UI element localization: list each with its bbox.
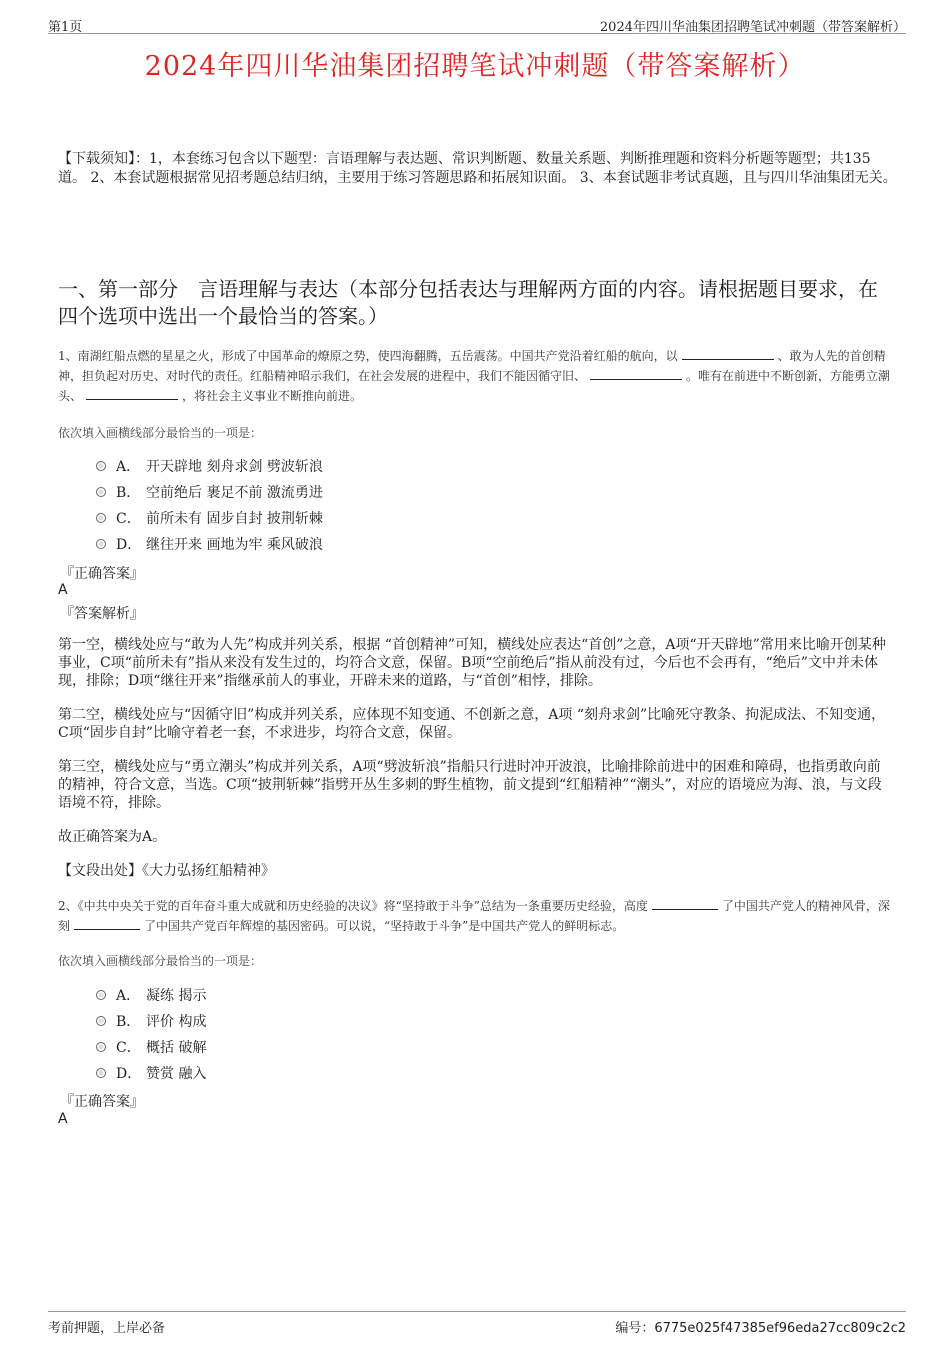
question-1-text xyxy=(58,346,898,406)
analysis-conclusion: 故正确答案为A。 xyxy=(58,829,167,845)
analysis-paragraph: 第三空，横线处应与“勇立潮头”构成并列关系，A项“劈波斩浪”指船只行进时冲开波浪，比喻排除前进中的困难和障碍，也指勇敢向前的精神，符合文意，当选。C项“披荆斩棘”指劈开丛生多刺的野生植物，前文提到“红船精神”“潮头”，对应的语境应为海、浪，与文段语境不符，排除。 xyxy=(58,759,882,811)
option-key: C． xyxy=(116,1040,141,1056)
question-1-answer: A xyxy=(58,582,68,598)
page-header xyxy=(48,14,906,34)
question-2-option-d[interactable] xyxy=(96,1063,206,1083)
option-text: 继往开来 画地为牢 乘风破浪 xyxy=(146,537,323,553)
question-1-option-b[interactable] xyxy=(96,482,323,502)
question-2-option-c[interactable] xyxy=(96,1037,206,1057)
page-footer xyxy=(48,1311,906,1337)
question-1-option-c[interactable] xyxy=(96,508,323,528)
option-text: 评价 构成 xyxy=(146,1014,207,1030)
question-2-text xyxy=(58,896,898,936)
radio-icon[interactable] xyxy=(96,1042,106,1052)
question-2-text-part: 了中国共产党人的精神风骨，深刻 xyxy=(58,899,890,933)
question-1-analysis-label: 『答案解析』 xyxy=(60,606,144,622)
question-2-answer-label: 『正确答案』 xyxy=(60,1094,144,1110)
analysis-paragraph: 第一空，横线处应与“敢为人先”构成并列关系，根据 “首创精神”可知，横线处应表达“首创”之意，A项“开天辟地”常用来比喻开创某种事业，C项“前所未有”指从来没有发生过的，均符合文意，保留。B项“空前绝后”指从前没有过，今后也不会再有，“绝后”文中并未体现，排除；D项“继往开来”指继承前人的事业，开辟未来的道路，与“首创”相悖，排除。 xyxy=(58,637,886,689)
option-key: C． xyxy=(116,511,141,527)
question-1-prompt: 依次填入画横线部分最恰当的一项是： xyxy=(58,426,263,440)
radio-icon[interactable] xyxy=(96,1016,106,1026)
fill-blank xyxy=(682,348,774,360)
radio-icon[interactable] xyxy=(96,539,106,549)
question-2-option-b[interactable] xyxy=(96,1011,206,1031)
radio-icon[interactable] xyxy=(96,487,106,497)
header-doc-title: 2024年四川华油集团招聘笔试冲刺题（带答案解析） xyxy=(599,20,906,35)
download-notice: 【下载须知】：1，本套练习包含以下题型：言语理解与表达题、常识判断题、数量关系题、判断推理题和资料分析题等题型；共135道。 2、本套试题根据常见招考题总结归纳，主要用于练习答题思路和拓展知识面。 3、本套试题非考试真题，且与四川华油集团无关。 xyxy=(58,151,897,186)
question-2-answer: A xyxy=(58,1111,68,1127)
option-key: D． xyxy=(116,1066,142,1082)
option-key: D． xyxy=(116,537,142,553)
question-1-text-part: 、敢为人先的首创精神，担负起对历史、对时代的责任。红船精神昭示我们，在社会发展的进程中，我们不能因循守旧、 xyxy=(58,349,886,383)
question-2-prompt: 依次填入画横线部分最恰当的一项是： xyxy=(58,954,263,968)
section-title: 一、第一部分 言语理解与表达（本部分包括表达与理解两方面的内容。请根据题目要求，在四个选项中选出一个最恰当的答案。） xyxy=(58,277,878,328)
question-1-option-a[interactable] xyxy=(96,456,323,476)
footer-slogan: 考前押题，上岸必备 xyxy=(48,1321,166,1336)
question-1-text-part: 。唯有在前进中不断创新，方能勇立潮头、 xyxy=(58,369,891,403)
option-text: 凝练 揭示 xyxy=(146,988,207,1004)
option-key: A． xyxy=(116,459,141,475)
question-2-text-part: 了中国共产党百年辉煌的基因密码。可以说，“坚持敢于斗争”是中国共产党人的鲜明标志。 xyxy=(144,919,625,933)
fill-blank xyxy=(74,918,140,930)
fill-blank xyxy=(86,388,178,400)
fill-blank xyxy=(652,898,718,910)
option-key: B． xyxy=(116,485,141,501)
page-number: 第1页 xyxy=(48,20,83,35)
radio-icon[interactable] xyxy=(96,513,106,523)
option-text: 空前绝后 裹足不前 激流勇进 xyxy=(146,485,323,501)
radio-icon[interactable] xyxy=(96,1068,106,1078)
option-text: 前所未有 固步自封 披荆斩棘 xyxy=(146,511,323,527)
radio-icon[interactable] xyxy=(96,461,106,471)
question-1-text-part: ，将社会主义事业不断推向前进。 xyxy=(182,389,363,403)
question-1-answer-label: 『正确答案』 xyxy=(60,566,144,582)
question-2-option-a[interactable] xyxy=(96,985,206,1005)
question-1-option-d[interactable] xyxy=(96,534,323,554)
option-key: B． xyxy=(116,1014,141,1030)
option-text: 概括 破解 xyxy=(146,1040,207,1056)
option-text: 赞赏 融入 xyxy=(146,1066,207,1082)
question-1-source: 【文段出处】《大力弘扬红船精神》 xyxy=(58,863,275,879)
option-key: A． xyxy=(116,988,141,1004)
option-text: 开天辟地 刻舟求剑 劈波斩浪 xyxy=(146,459,323,475)
question-1-text-part: 1、南湖红船点燃的星星之火，形成了中国革命的燎原之势，使四海翻腾，五岳震荡。中国共产党沿着红船的航向，以 xyxy=(58,349,678,363)
footer-serial: 编号：6775e025f47385ef96eda27cc809c2c2 xyxy=(615,1321,906,1336)
radio-icon[interactable] xyxy=(96,990,106,1000)
analysis-paragraph: 第二空，横线处应与“因循守旧”构成并列关系，应体现不知变通、不创新之意，A项 “刻舟求剑”比喻死守教条、拘泥成法、不知变通，C项“固步自封”比喻守着老一套，不求进步，均符合文意，保留。 xyxy=(58,707,886,741)
document-title: 2024年四川华油集团招聘笔试冲刺题（带答案解析） xyxy=(144,51,806,82)
fill-blank xyxy=(590,368,682,380)
question-2-text-part: 2、《中共中央关于党的百年奋斗重大成就和历史经验的决议》将“坚持敢于斗争”总结为一条重要历史经验，高度 xyxy=(58,899,648,913)
